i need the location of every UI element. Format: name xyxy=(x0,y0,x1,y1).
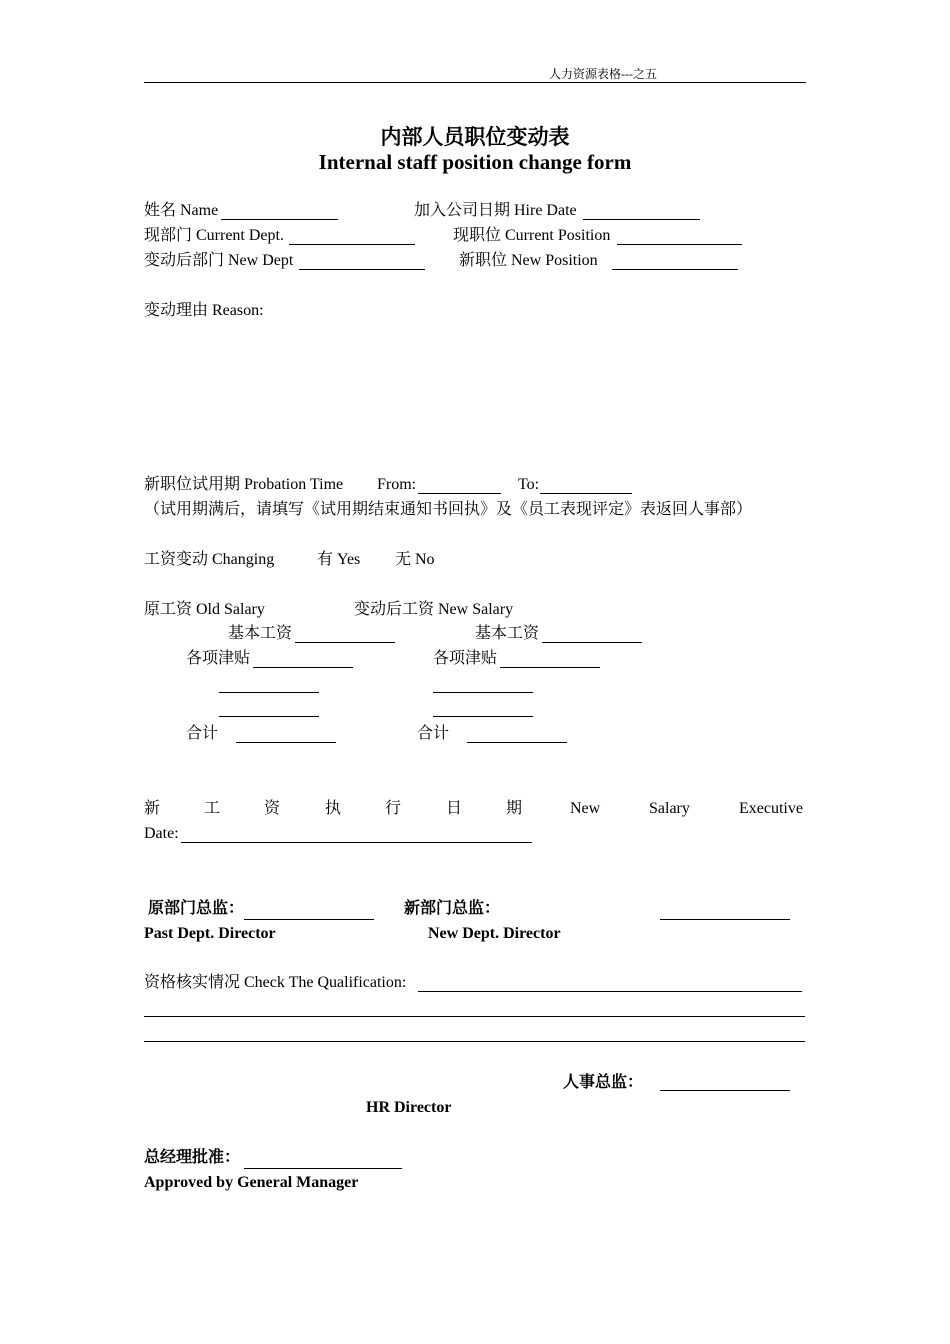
new-total-field[interactable] xyxy=(467,742,567,743)
current-dept-field[interactable] xyxy=(289,244,415,245)
hr-director-sign-field[interactable] xyxy=(660,1090,790,1091)
current-position-label: 现职位 Current Position xyxy=(453,227,611,244)
exec-word: Salary xyxy=(649,800,690,817)
old-extra-field-2[interactable] xyxy=(219,716,319,717)
qualification-field[interactable] xyxy=(418,991,802,992)
old-extra-field-1[interactable] xyxy=(219,692,319,693)
old-base-field[interactable] xyxy=(295,642,395,643)
gm-label-cn: 总经理批准： xyxy=(144,1149,241,1166)
exec-word: 新 xyxy=(144,800,161,817)
exec-word: Executive xyxy=(739,800,803,817)
new-director-sign-field[interactable] xyxy=(660,919,790,920)
old-base-label: 基本工资 xyxy=(228,625,293,642)
old-allowance-label: 各项津贴 xyxy=(186,650,251,667)
probation-from-field[interactable] xyxy=(418,493,501,494)
new-position-field[interactable] xyxy=(612,269,738,270)
salary-change-yes[interactable]: 有 Yes xyxy=(317,551,361,568)
qualification-line-3[interactable] xyxy=(144,1041,805,1042)
page-header: 人力资源表格---之五 xyxy=(549,67,657,81)
salary-change-label: 工资变动 Changing xyxy=(144,551,275,568)
new-dept-label: 变动后部门 New Dept xyxy=(144,252,294,269)
old-salary-label: 原工资 Old Salary xyxy=(144,601,265,618)
probation-to-label: To: xyxy=(518,476,540,493)
current-position-field[interactable] xyxy=(617,244,742,245)
new-base-label: 基本工资 xyxy=(475,625,540,642)
current-dept-label: 现部门 Current Dept. xyxy=(144,227,284,244)
salary-change-no[interactable]: 无 No xyxy=(395,551,435,568)
name-label: 姓名 Name xyxy=(144,202,219,219)
gm-sign-field[interactable] xyxy=(244,1168,402,1169)
hire-date-field[interactable] xyxy=(583,219,700,220)
exec-date-label: Date: xyxy=(144,825,179,842)
new-director-label-en: New Dept. Director xyxy=(428,925,561,942)
new-director-label-cn: 新部门总监： xyxy=(404,900,501,917)
exec-word: 执 xyxy=(325,800,342,817)
form-title-cn: 内部人员职位变动表 xyxy=(380,125,570,149)
new-dept-field[interactable] xyxy=(299,269,425,270)
exec-word: 日 xyxy=(446,800,463,817)
hr-director-label-cn: 人事总监： xyxy=(563,1074,644,1091)
past-director-sign-field[interactable] xyxy=(244,919,374,920)
hr-director-label-en: HR Director xyxy=(366,1099,452,1116)
past-director-label-en: Past Dept. Director xyxy=(144,925,276,942)
name-field[interactable] xyxy=(221,219,338,220)
form-title-en: Internal staff position change form xyxy=(318,150,632,174)
reason-label: 变动理由 Reason: xyxy=(144,302,264,319)
new-extra-field-1[interactable] xyxy=(433,692,533,693)
gm-label-en: Approved by General Manager xyxy=(144,1174,359,1191)
exec-date-field[interactable] xyxy=(181,842,532,843)
probation-label: 新职位试用期 Probation Time xyxy=(144,476,344,493)
qualification-label: 资格核实情况 Check The Qualification: xyxy=(144,974,407,991)
new-position-label: 新职位 New Position xyxy=(459,252,598,269)
new-total-label: 合计 xyxy=(417,725,450,742)
hire-date-label: 加入公司日期 Hire Date xyxy=(414,202,577,219)
exec-word: 资 xyxy=(264,800,281,817)
exec-word: 期 xyxy=(506,800,523,817)
new-salary-label: 变动后工资 New Salary xyxy=(354,601,514,618)
past-director-label-cn: 原部门总监： xyxy=(148,900,245,917)
reason-area[interactable] xyxy=(144,323,806,463)
probation-to-field[interactable] xyxy=(540,493,632,494)
old-total-field[interactable] xyxy=(236,742,336,743)
new-allowance-label: 各项津贴 xyxy=(433,650,498,667)
exec-word: 行 xyxy=(385,800,402,817)
new-base-field[interactable] xyxy=(542,642,642,643)
new-extra-field-2[interactable] xyxy=(433,716,533,717)
qualification-line-2[interactable] xyxy=(144,1016,805,1017)
header-rule xyxy=(144,82,806,83)
old-allowance-field[interactable] xyxy=(253,667,353,668)
probation-from-label: From: xyxy=(377,476,417,493)
exec-word: 工 xyxy=(204,800,221,817)
exec-word: New xyxy=(570,800,601,817)
old-total-label: 合计 xyxy=(186,725,219,742)
probation-note: （试用期满后，请填写《试用期结束通知书回执》及《员工表现评定》表返回人事部） xyxy=(144,501,753,518)
new-allowance-field[interactable] xyxy=(500,667,600,668)
